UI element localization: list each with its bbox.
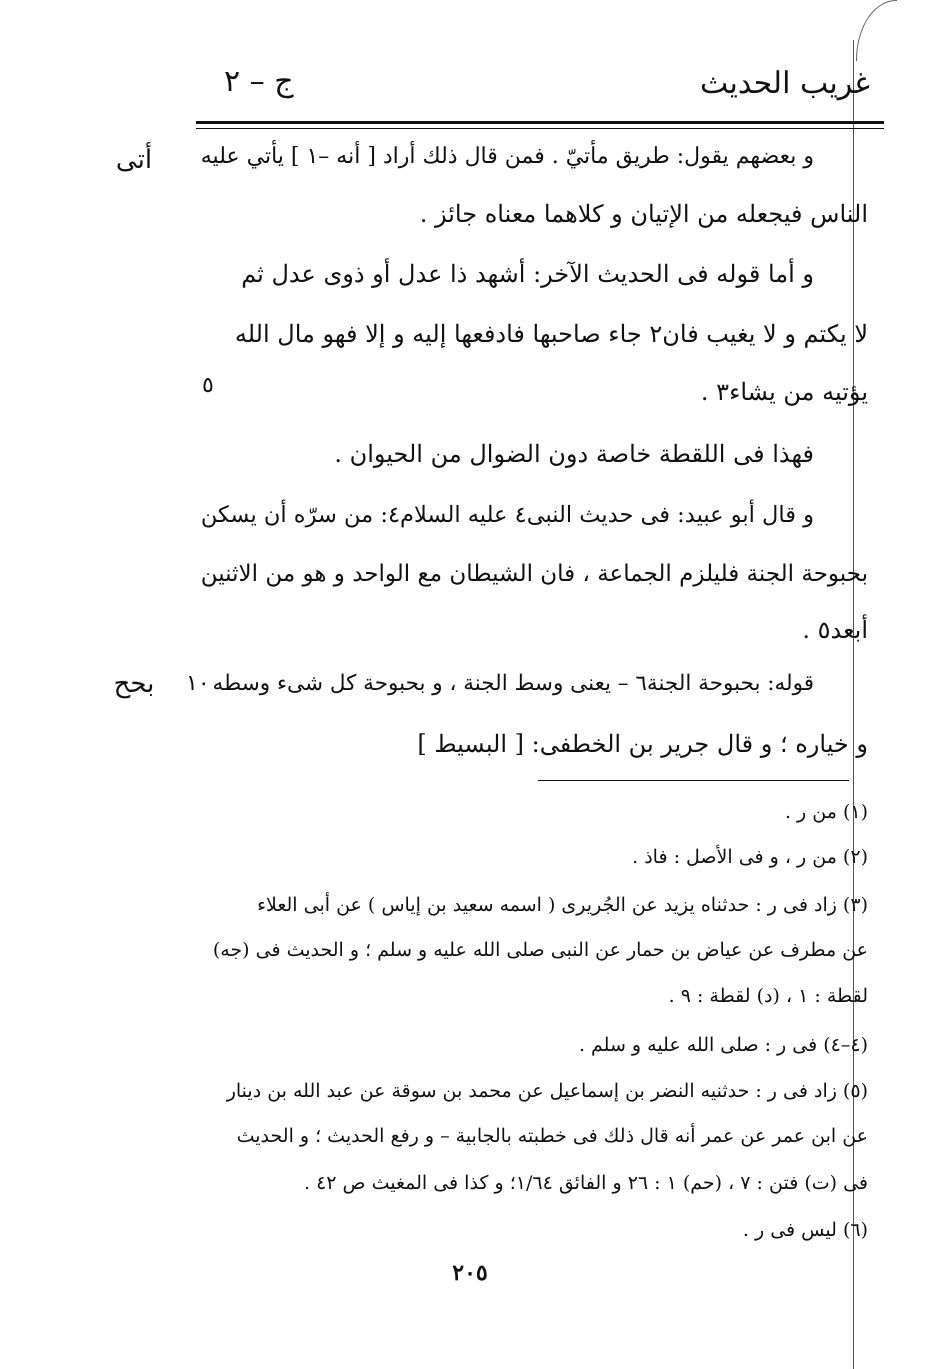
- footnote-line-7: (٥) زاد فى ر : حدثنيه النضر بن إسماعيل عن محمد بن سوقة عن عبد الله بن دينار: [226, 1080, 868, 1102]
- header-rule-thick: [196, 121, 884, 124]
- body-line-6: فهذا فى اللقطة خاصة دون الضوال من الحيوان .: [334, 440, 814, 468]
- line-number-5: ٥: [202, 373, 214, 398]
- footnote-line-5: لقطة : ١ ، (د) لقطة : ٩ .: [668, 985, 868, 1007]
- footnote-line-2: (٢) من ر ، و فى الأصل : فاذ .: [632, 846, 868, 868]
- footnote-line-4: عن مطرف عن عياض بن حمار عن النبى صلى الله عليه و سلم ؛ و الحديث فى (جه): [212, 939, 868, 961]
- binding-curve: [856, 0, 897, 61]
- page-number: ٢٠٥: [452, 1260, 488, 1286]
- body-line-10: قوله: بحبوحة الجنة٦ – يعنى وسط الجنة ، و بحبوحة كل شىء وسطه: [212, 671, 814, 696]
- body-line-5: يؤتيه من يشاء٣ .: [700, 378, 868, 406]
- footnote-line-8: عن ابن عمر عن عمر أنه قال ذلك فى خطبته بالجابية – و رفع الحديث ؛ و الحديث: [236, 1125, 868, 1147]
- footnote-line-6: (٤–٤) فى ر : صلى الله عليه و سلم .: [578, 1034, 868, 1056]
- volume-label: ج – ٢: [224, 64, 294, 99]
- line-number-10: ١٠: [186, 671, 210, 696]
- margin-word-aty: أتى: [115, 145, 153, 175]
- footnote-line-1: (١) من ر .: [784, 801, 868, 823]
- footnote-separator: [538, 780, 849, 781]
- body-line-2: الناس فيجعله من الإتيان و كلاهما معناه جائز .: [419, 200, 868, 228]
- body-line-8: بحبوحة الجنة فليلزم الجماعة ، فان الشيطان مع الواحد و هو من الاثنين: [200, 561, 868, 587]
- footnote-line-9: فى (ت) فتن : ٧ ، (حم) ١ : ٢٦ و الفائق ١/٦٤؛ و كذا فى المغيث ص ٤٢ .: [304, 1172, 868, 1194]
- body-line-1: و بعضهم يقول: طريق مأتيّ . فمن قال ذلك أراد [ أنه –١ ] يأتي عليه: [200, 144, 814, 169]
- body-line-4: لا يكتم و لا يغيب فان٢ جاء صاحبها فادفعها إليه و إلا فهو مال الله: [234, 320, 868, 348]
- body-line-11: و خياره ؛ و قال جرير بن الخطفى: [ البسيط ]: [417, 730, 868, 758]
- footnote-line-3: (٣) زاد فى ر : حدثناه يزيد عن الجُريرى ( اسمه سعيد بن إياس ) عن أبى العلاء: [257, 894, 868, 916]
- running-header: [200, 62, 870, 108]
- book-title: غريب الحديث: [700, 66, 870, 101]
- header-rule-thin: [196, 128, 884, 129]
- footnote-line-10: (٦) ليس فى ر .: [742, 1219, 868, 1241]
- margin-word-bhh: بحح: [113, 669, 155, 699]
- body-line-3: و أما قوله فى الحديث الآخر: أشهد ذا عدل أو ذوى عدل ثم: [241, 260, 814, 288]
- body-line-7: و قال أبو عبيد: فى حديث النبى٤ عليه السلام٤: من سرّه أن يسكن: [200, 502, 814, 528]
- body-line-9: أبعد٥ .: [802, 616, 868, 644]
